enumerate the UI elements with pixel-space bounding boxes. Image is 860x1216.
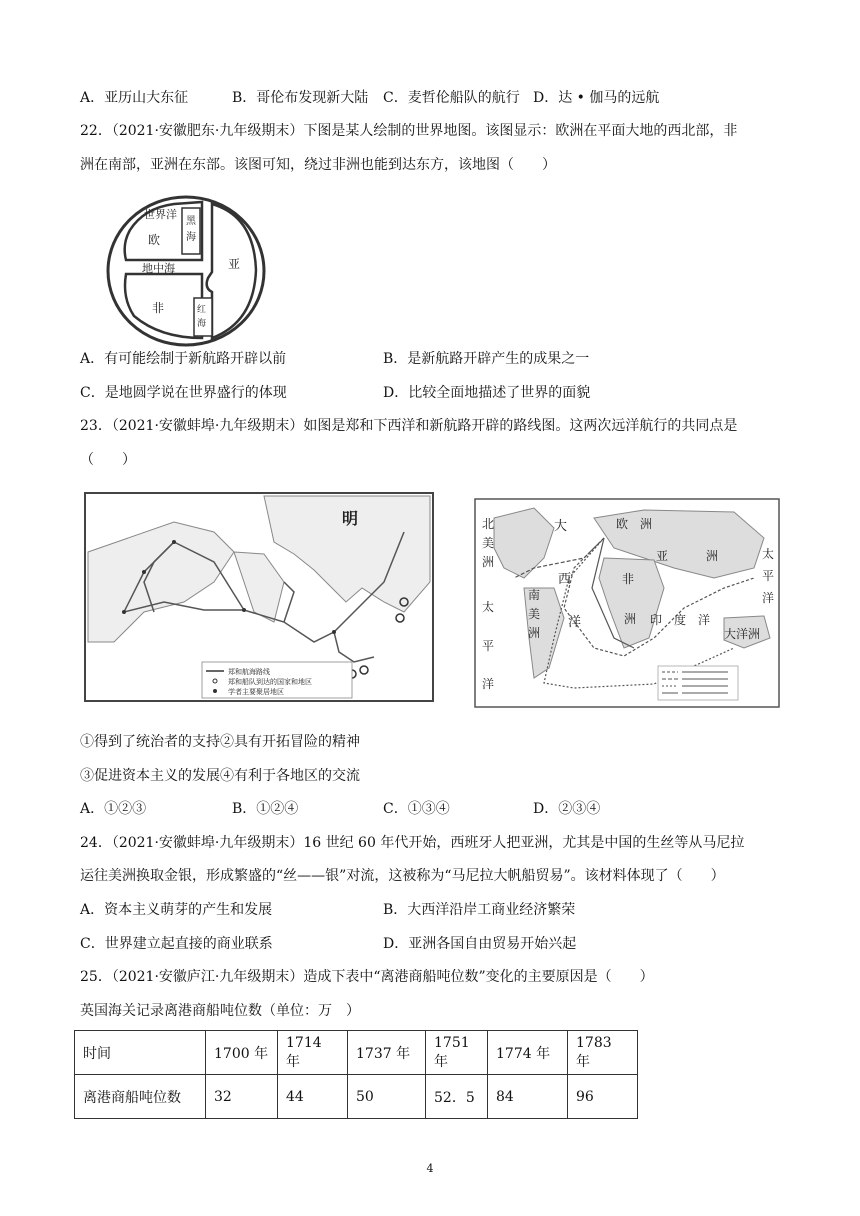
q22-world-map-figure bbox=[104, 192, 268, 348]
svg-text:亚: 亚 bbox=[656, 549, 669, 563]
map-label-mediterranean: 地中海 bbox=[142, 262, 175, 275]
svg-text:平: 平 bbox=[762, 569, 775, 583]
table-cell: 1700 年 bbox=[206, 1031, 278, 1075]
q25-stem: 25．（2021·安徽庐江·九年级期末）造成下表中“离港商船吨位数”变化的主要原因是（ ） bbox=[80, 969, 654, 985]
map-label-asia: 亚 bbox=[228, 257, 241, 271]
zheng-he-route-map bbox=[84, 492, 434, 702]
map1-legend-visited: 郑和船队到达的国家和地区 bbox=[228, 678, 312, 686]
svg-text:洲: 洲 bbox=[706, 549, 719, 563]
q24-option-a: A．资本主义萌芽的产生和发展 bbox=[80, 902, 273, 918]
q21-option-c: C．麦哲伦船队的航行 bbox=[383, 90, 520, 106]
table-cell: 离港商船吨位数 bbox=[75, 1075, 206, 1119]
page-number: 4 bbox=[426, 1162, 434, 1175]
svg-text:洲: 洲 bbox=[482, 555, 495, 569]
q23-option-c: C．①③④ bbox=[383, 801, 450, 817]
map-label-africa: 非 bbox=[152, 301, 165, 315]
q21-option-d: D．达 • 伽马的远航 bbox=[533, 90, 660, 106]
q23-statements-line1: ①得到了统治者的支持②具有开拓冒险的精神 bbox=[80, 734, 360, 750]
svg-text:洋: 洋 bbox=[762, 591, 775, 605]
map-label-world-ocean: 世界洋 bbox=[144, 208, 177, 221]
table-cell: 50 bbox=[348, 1075, 426, 1119]
table-cell: 96 bbox=[568, 1075, 638, 1119]
q22-stem-line1: 22．（2021·安徽肥东·九年级期末）下图是某人绘制的世界地图。该图显示：欧洲在平面大地的西北部，非 bbox=[80, 123, 738, 139]
q21-option-b: B．哥伦布发现新大陆 bbox=[232, 90, 369, 106]
table-cell: 1737 年 bbox=[348, 1031, 426, 1075]
map2-indian-ocean: 印 度 洋 bbox=[650, 613, 711, 627]
q22-option-b: B．是新航路开辟产生的成果之一 bbox=[383, 351, 590, 367]
svg-text:北: 北 bbox=[482, 517, 495, 531]
tonnage-table bbox=[74, 1030, 638, 1119]
table-cell: 1783 年 bbox=[568, 1031, 638, 1075]
map2-south-america bbox=[528, 587, 540, 640]
table-cell: 1751 年 bbox=[426, 1031, 488, 1075]
svg-text:大: 大 bbox=[554, 519, 568, 534]
q23-option-a: A．①②③ bbox=[80, 801, 147, 817]
svg-text:洲: 洲 bbox=[528, 626, 541, 640]
q23-stem-line2: （ ） bbox=[80, 452, 136, 468]
q22-option-a: A．有可能绘制于新航路开辟以前 bbox=[80, 351, 287, 367]
svg-text:西: 西 bbox=[558, 572, 572, 587]
q23-statements-line2: ③促进资本主义的发展④有利于各地区的交流 bbox=[80, 768, 360, 784]
table-cell: 1774 年 bbox=[488, 1031, 568, 1075]
map-label-red-sea-1: 红 bbox=[197, 305, 207, 315]
map-label-europe: 欧 bbox=[148, 233, 161, 247]
map2-north-america bbox=[482, 517, 494, 569]
svg-text:非: 非 bbox=[622, 572, 635, 586]
map-label-black-sea-2: 海 bbox=[186, 232, 196, 243]
q22-stem-line2: 洲在南部，亚洲在东部。该图可知，绕过非洲也能到达东方，该地图（ ） bbox=[80, 157, 556, 173]
table-cell: 时间 bbox=[75, 1031, 206, 1075]
map-label-red-sea-2: 海 bbox=[197, 319, 207, 329]
svg-text:洋: 洋 bbox=[568, 615, 582, 630]
q22-option-d: D．比较全面地描述了世界的面貌 bbox=[383, 385, 591, 401]
table-cell: 52．5 bbox=[426, 1075, 488, 1119]
svg-text:洋: 洋 bbox=[482, 677, 495, 691]
map1-label-ming: 明 bbox=[342, 509, 359, 528]
table-header-row bbox=[75, 1031, 638, 1075]
q24-option-d: D．亚洲各国自由贸易开始兴起 bbox=[383, 936, 577, 952]
svg-text:太: 太 bbox=[762, 547, 775, 561]
q22-option-c: C．是地圆学说在世界盛行的体现 bbox=[80, 385, 287, 401]
q23-option-d: D．②③④ bbox=[533, 801, 601, 817]
q24-option-c: C．世界建立起直接的商业联系 bbox=[80, 936, 273, 952]
q21-option-a: A．亚历山大东征 bbox=[80, 90, 189, 106]
map1-legend-route: 郑和航海路线 bbox=[228, 668, 270, 676]
map2-oceania: 大洋洲 bbox=[724, 627, 761, 641]
table-row bbox=[75, 1075, 638, 1119]
svg-text:平: 平 bbox=[482, 639, 495, 653]
svg-text:南: 南 bbox=[528, 588, 541, 602]
map2-pacific-east bbox=[762, 546, 774, 605]
map2-pacific-west bbox=[482, 599, 494, 691]
q23-option-b: B．①②④ bbox=[232, 801, 299, 817]
new-sea-routes-map bbox=[474, 498, 780, 708]
q25-table-caption: 英国海关记录离港商船吨位数（单位：万 ） bbox=[80, 1003, 360, 1019]
map2-europe: 欧 洲 bbox=[616, 517, 653, 531]
table-cell: 32 bbox=[206, 1075, 278, 1119]
table-cell: 44 bbox=[278, 1075, 348, 1119]
q24-stem-line1: 24．（2021·安徽蚌埠·九年级期末）16 世纪 60 年代开始，西班牙人把亚洲，尤其是中国的生丝等从马尼拉 bbox=[80, 835, 745, 851]
q24-stem-line2: 运往美洲换取金银，形成繁盛的“丝——银”对流，这被称为“马尼拉大帆船贸易”。该材料体现了（ ） bbox=[80, 868, 725, 884]
svg-text:太: 太 bbox=[482, 600, 495, 614]
q23-stem-line1: 23．（2021·安徽蚌埠·九年级期末）如图是郑和下西洋和新航路开辟的路线图。这两次远洋航行的共同点是 bbox=[80, 418, 738, 434]
map1-legend-scholars: 学者主要聚居地区 bbox=[228, 688, 284, 696]
table-cell: 1714 年 bbox=[278, 1031, 348, 1075]
map-label-black-sea-1: 黑 bbox=[186, 216, 196, 227]
svg-text:洲: 洲 bbox=[624, 612, 637, 626]
svg-text:美: 美 bbox=[528, 607, 541, 621]
svg-text:美: 美 bbox=[482, 536, 495, 550]
table-cell: 84 bbox=[488, 1075, 568, 1119]
q24-option-b: B．大西洋沿岸工商业经济繁荣 bbox=[383, 902, 576, 918]
